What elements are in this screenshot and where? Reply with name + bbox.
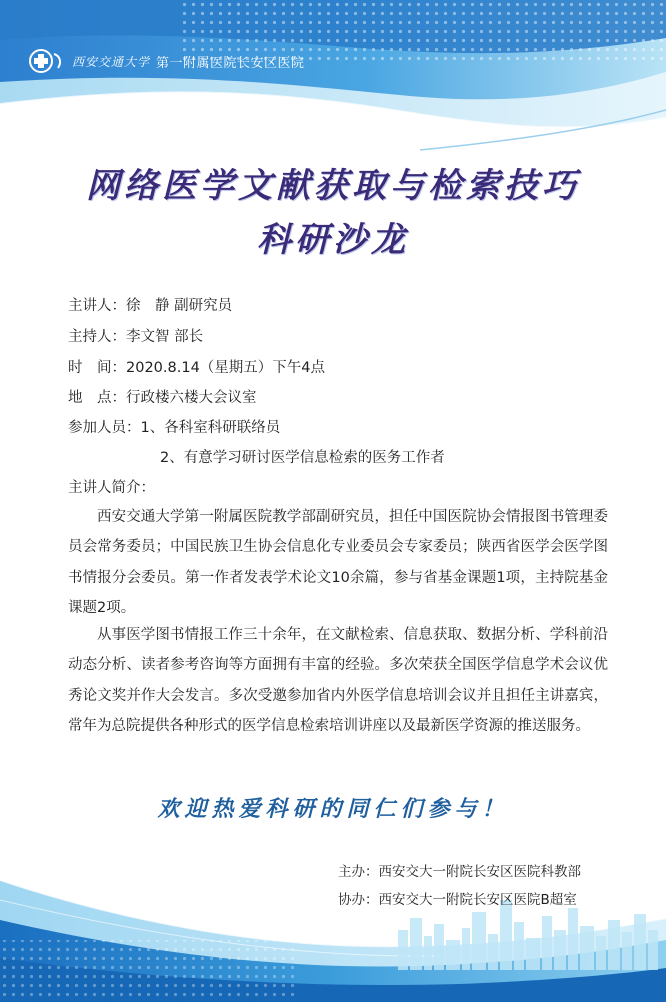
organizer-co: 协办：西安交大一附院长安区医院B超室 — [338, 892, 577, 908]
university-name: 西安交通大学 — [72, 54, 151, 69]
host-label: 主持人： — [68, 329, 126, 345]
place-label: 地 点： — [68, 390, 126, 406]
bio-paragraph-2: 从事医学图书情报工作三十余年，在文献检索、信息获取、数据分析、学科前沿动态分析、读者参考咨询等方面拥有丰富的经验。多次荣获全国医学信息学术会议优秀论文奖并作大会发言。多次受邀参加省内外医学信息培训会议并且担任主讲嘉宾，常年为总院提供各种形式的医学信息检索培训讲座以及最新医学资源的推送服务。 — [68, 627, 608, 734]
place-row — [68, 386, 257, 407]
place-value: 行政楼六楼大会议室 — [126, 390, 257, 406]
speaker-row — [68, 294, 232, 315]
bio-paragraph-1: 西安交通大学第一附属医院教学部副研究员，担任中国医院协会情报图书管理委员会常务委员；中国民族卫生协会信息化专业委员会专家委员；陕西省医学会医学图书情报分会委员。第一作者发表学术论文10余篇，参与省基金课题1项，主持院基金课题2项。 — [68, 509, 608, 616]
welcome-slogan: 欢迎热爱科研的同仁们参与！ — [157, 796, 509, 822]
page-title-line2: 科研沙龙 — [257, 220, 409, 260]
participants-label: 参加人员： — [68, 420, 141, 436]
hospital-header — [28, 48, 305, 74]
hospital-logo-icon — [28, 48, 66, 74]
time-row — [68, 356, 325, 377]
speaker-label: 主讲人： — [68, 298, 126, 314]
participants-row — [68, 416, 280, 437]
participant-item: 2、有意学习研讨医学信息检索的医务工作者 — [160, 450, 445, 466]
hospital-name: 第一附属医院长安区医院 — [156, 55, 305, 71]
time-label: 时 间： — [68, 360, 126, 376]
participants-row-2 — [160, 446, 445, 467]
participant-item: 1、各科室科研联络员 — [140, 420, 281, 436]
bio-label: 主讲人简介： — [68, 480, 155, 496]
page-title-line1: 网络医学文献获取与检索技巧 — [86, 166, 580, 206]
organizer-main: 主办：西安交大一附院长安区医院科教部 — [338, 864, 581, 880]
host-row — [68, 325, 203, 346]
speaker-value: 徐 静 副研究员 — [126, 298, 233, 314]
host-value: 李文智 部长 — [126, 329, 204, 345]
time-value: 2020.8.14（星期五）下午4点 — [126, 360, 326, 376]
